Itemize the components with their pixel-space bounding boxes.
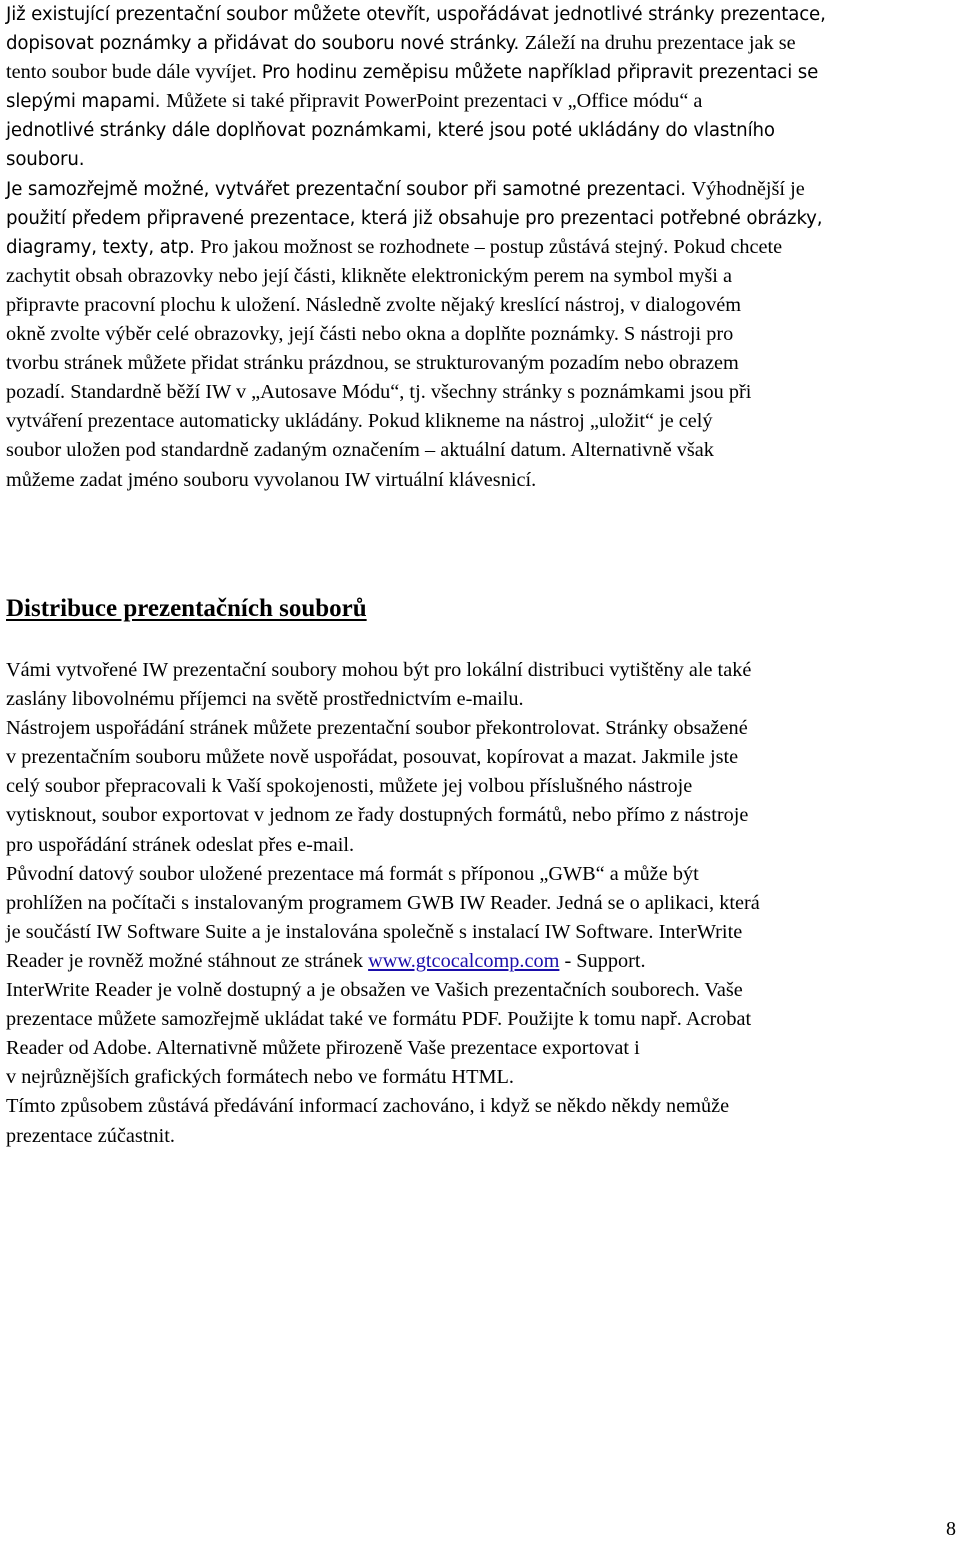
text-line: tvorbu stránek můžete přidat stránku prázdnou, se strukturovaným pozadím nebo obrazem: [6, 352, 739, 375]
text-line: diagramy, texty, atp. Pro jakou možnost se rozhodnete – postup zůstává stejný. Pokud chcete: [6, 235, 783, 258]
text-line: můžeme zadat jméno souboru vyvolanou IW virtuální klávesnicí.: [6, 468, 537, 491]
text-line: v nejrůznějších grafických formátech nebo ve formátu HTML.: [6, 1066, 514, 1089]
distribution-paragraphs: [6, 656, 956, 1151]
text-line: soubor uložen pod standardně zadaným označením – aktuální datum. Alternativně však: [6, 439, 714, 462]
text-line: okně zvolte výběr celé obrazovky, její části nebo okna a doplňte poznámky. S nástroji pro: [6, 323, 734, 346]
text-line: celý soubor přepracovali k Vaší spokojenosti, můžete jej volbou příslušného nástroje: [6, 775, 693, 798]
text-line: souboru.: [6, 149, 85, 171]
text-line: Reader od Adobe. Alternativně můžete přirozeně Vaše prezentace exportovat i: [6, 1037, 640, 1060]
section-heading: Distribuce prezentačních souborů: [6, 595, 367, 622]
text-line: vytisknout, soubor exportovat v jednom ze řady dostupných formátů, nebo přímo z nástroje: [6, 804, 749, 827]
text-line: pro uspořádání stránek odeslat přes e-mail.: [6, 833, 355, 856]
text-line: vytváření prezentace automaticky ukládány. Pokud klikneme na nástroj „uložit“ je celý: [6, 410, 713, 433]
text-line: jednotlivé stránky dále doplňovat poznámkami, které jsou poté ukládány do vlastního: [6, 120, 775, 142]
text-line: dopisovat poznámky a přidávat do souboru nové stránky. Záleží na druhu prezentace jak se: [6, 32, 796, 55]
text-line: zachytit obsah obrazovky nebo její části, klikněte elektronickým perem na symbol myši a: [6, 264, 732, 287]
text-line: zaslány libovolnému příjemci na světě prostřednictvím e-mailu.: [6, 688, 524, 711]
text-line: Vámi vytvořené IW prezentační soubory mohou být pro lokální distribuci vytištěny ale také: [6, 659, 752, 681]
website-link[interactable]: www.gtcocalcomp.com: [368, 949, 560, 972]
text-line: Již existující prezentační soubor můžete otevřít, uspořádávat jednotlivé stránky prezentace,: [6, 4, 826, 25]
text-line: pozadí. Standardně běží IW v „Autosave Módu“, tj. všechny stránky s poznámkami jsou při: [6, 381, 752, 404]
page-number: 8: [946, 1518, 956, 1540]
text-line: prohlížen na počítači s instalovaným programem GWB IW Reader. Jedná se o aplikaci, která: [6, 891, 760, 914]
text-line: Je samozřejmě možné, vytvářet prezentační soubor při samotné prezentaci. Výhodnější je: [6, 177, 805, 200]
text-line: připravte pracovní plochu k uložení. Následně zvolte nějaký kreslící nástroj, v dialogovém: [6, 293, 741, 316]
text-line: slepými mapami. Můžete si také připravit PowerPoint prezentaci v „Office módu“ a: [6, 90, 703, 113]
intro-paragraphs: [6, 0, 956, 495]
text-line: Reader je rovněž možné stáhnout ze stránek www.gtcocalcomp.com - Support.: [6, 949, 646, 972]
text-line: Tímto způsobem zůstává předávání informací zachováno, i když se někdo někdy nemůže: [6, 1095, 730, 1118]
text-line: tento soubor bude dále vyvíjet. Pro hodinu zeměpisu můžete například připravit prezentaci se: [6, 61, 819, 84]
text-line: prezentace můžete samozřejmě ukládat také ve formátu PDF. Použijte k tomu např. Acrobat: [6, 1008, 752, 1031]
text-line: Původní datový soubor uložené prezentace má formát s příponou „GWB“ a může být: [6, 862, 699, 885]
text-line: Nástrojem uspořádání stránek můžete prezentační soubor překontrolovat. Stránky obsažené: [6, 717, 748, 740]
text-line: použití předem připravené prezentace, která již obsahuje pro prezentaci potřebné obrázky,: [6, 207, 823, 229]
text-line: v prezentačním souboru můžete nově uspořádat, posouvat, kopírovat a mazat. Jakmile jste: [6, 746, 739, 769]
text-line: InterWrite Reader je volně dostupný a je obsažen ve Vašich prezentačních souborech. Vaše: [6, 979, 743, 1002]
text-line: je součástí IW Software Suite a je instalována společně s instalací IW Software. InterWrite: [6, 920, 743, 943]
text-line: prezentace zúčastnit.: [6, 1124, 175, 1147]
